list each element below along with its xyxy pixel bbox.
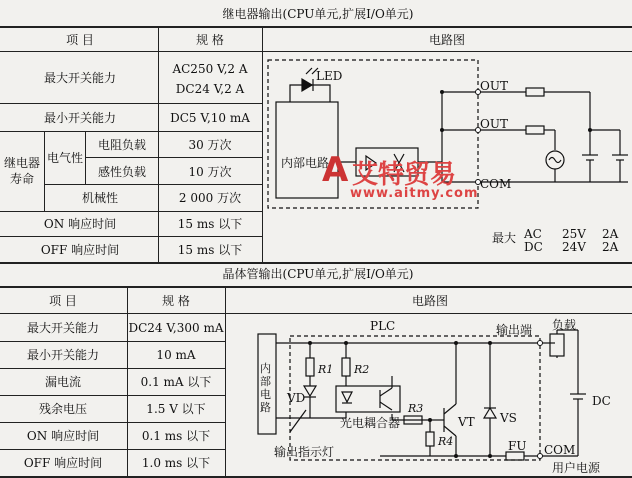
transistor-residual-label: 残余电压 [38,402,88,416]
relay-ac-amp: 2A [602,227,619,241]
relay-max-switch-dc: DC24 V,2 A [175,82,245,96]
relay-table-title: 继电器输出(CPU单元,扩展I/O单元) [222,7,414,21]
relay-inductive-load-label: 感性负载 [97,165,147,179]
relay-header-item: 项 目 [66,33,94,47]
relay-ac-label: AC [524,227,542,241]
watermark-url: www.aitmy.com [350,186,479,201]
relay-life-label-1: 继电器 [3,156,41,170]
relay-max-label: 最大 [492,231,517,245]
transistor-min-switch-value: 10 mA [156,348,196,362]
transistor-min-switch-label: 最小开关能力 [26,348,100,362]
transistor-max-switch-value: DC24 V,300 mA [128,321,224,335]
relay-header-diagram: 电路图 [428,33,466,47]
relay-mechanical-label: 机械性 [81,191,119,205]
relay-resistive-load-value: 30 万次 [188,138,232,152]
relay-on-response-value: 15 ms 以下 [177,217,243,231]
relay-led-label: LED [316,69,343,83]
relay-com-label: COM [480,177,512,191]
transistor-internal-circuit-label: 内部电路 [260,362,271,414]
transistor-output-terminal-label: 输出端 [496,323,533,337]
transistor-vd-label: VD [287,391,306,405]
relay-dc-volt: 24V [562,240,586,254]
transistor-on-response-value: 0.1 ms 以下 [141,429,211,443]
transistor-max-switch-label: 最大开关能力 [26,321,100,335]
relay-inductive-load-value: 10 万次 [188,165,232,179]
transistor-off-response-value: 1.0 ms 以下 [141,456,211,470]
transistor-load-label: 负载 [552,318,577,332]
relay-resistive-load-label: 电阻负载 [97,138,147,152]
relay-max-switch-label: 最大开关能力 [43,71,117,85]
transistor-vt-label: VT [458,415,475,429]
transistor-optocoupler-label: 光电耦合器 [340,416,401,430]
transistor-plc-label: PLC [370,319,396,333]
relay-dc-label: DC [524,240,543,254]
transistor-user-power-label: 用户电源 [552,461,601,475]
transistor-vs-label: VS [500,411,517,425]
relay-off-response-label: OFF 响应时间 [40,243,120,257]
transistor-on-response-label: ON 响应时间 [26,429,100,443]
relay-min-switch-value: DC5 V,10 mA [170,111,250,125]
relay-header-spec: 规 格 [196,33,224,47]
transistor-r1-label: R1 [318,363,334,376]
relay-on-response-label: ON 响应时间 [43,217,117,231]
relay-out2-label: OUT [480,117,508,131]
transistor-leakage-label: 漏电流 [44,375,82,389]
relay-off-response-value: 15 ms 以下 [177,243,243,257]
relay-ac-volt: 25V [562,227,586,241]
transistor-indicator-label: 输出指示灯 [274,445,335,459]
relay-min-switch-label: 最小开关能力 [43,111,117,125]
transistor-header-spec: 规 格 [162,294,190,308]
transistor-off-response-label: OFF 响应时间 [23,456,103,470]
transistor-r4-label: R4 [438,435,454,448]
transistor-leakage-value: 0.1 mA 以下 [140,375,212,389]
watermark-brand: 艾特贸易 [352,160,457,190]
relay-dc-amp: 2A [602,240,619,254]
transistor-residual-value: 1.5 V 以下 [146,402,206,416]
transistor-r2-label: R2 [354,363,370,376]
relay-electrical-label: 电气性 [46,151,84,165]
relay-internal-circuit-label: 内部电路 [281,156,330,170]
relay-life-label-2: 寿命 [9,172,35,186]
relay-mechanical-value: 2 000 万次 [178,191,242,205]
relay-out1-label: OUT [480,79,508,93]
transistor-r3-label: R3 [408,402,424,415]
transistor-com-label: COM [544,443,576,457]
watermark-logo-icon: A [322,150,349,190]
transistor-table-title: 晶体管输出(CPU单元,扩展I/O单元) [222,267,414,281]
transistor-fu-label: FU [508,439,527,453]
transistor-dc-label: DC [592,394,611,408]
transistor-header-diagram: 电路图 [411,294,449,308]
relay-max-switch-ac: AC250 V,2 A [172,62,248,76]
transistor-header-item: 项 目 [49,294,77,308]
